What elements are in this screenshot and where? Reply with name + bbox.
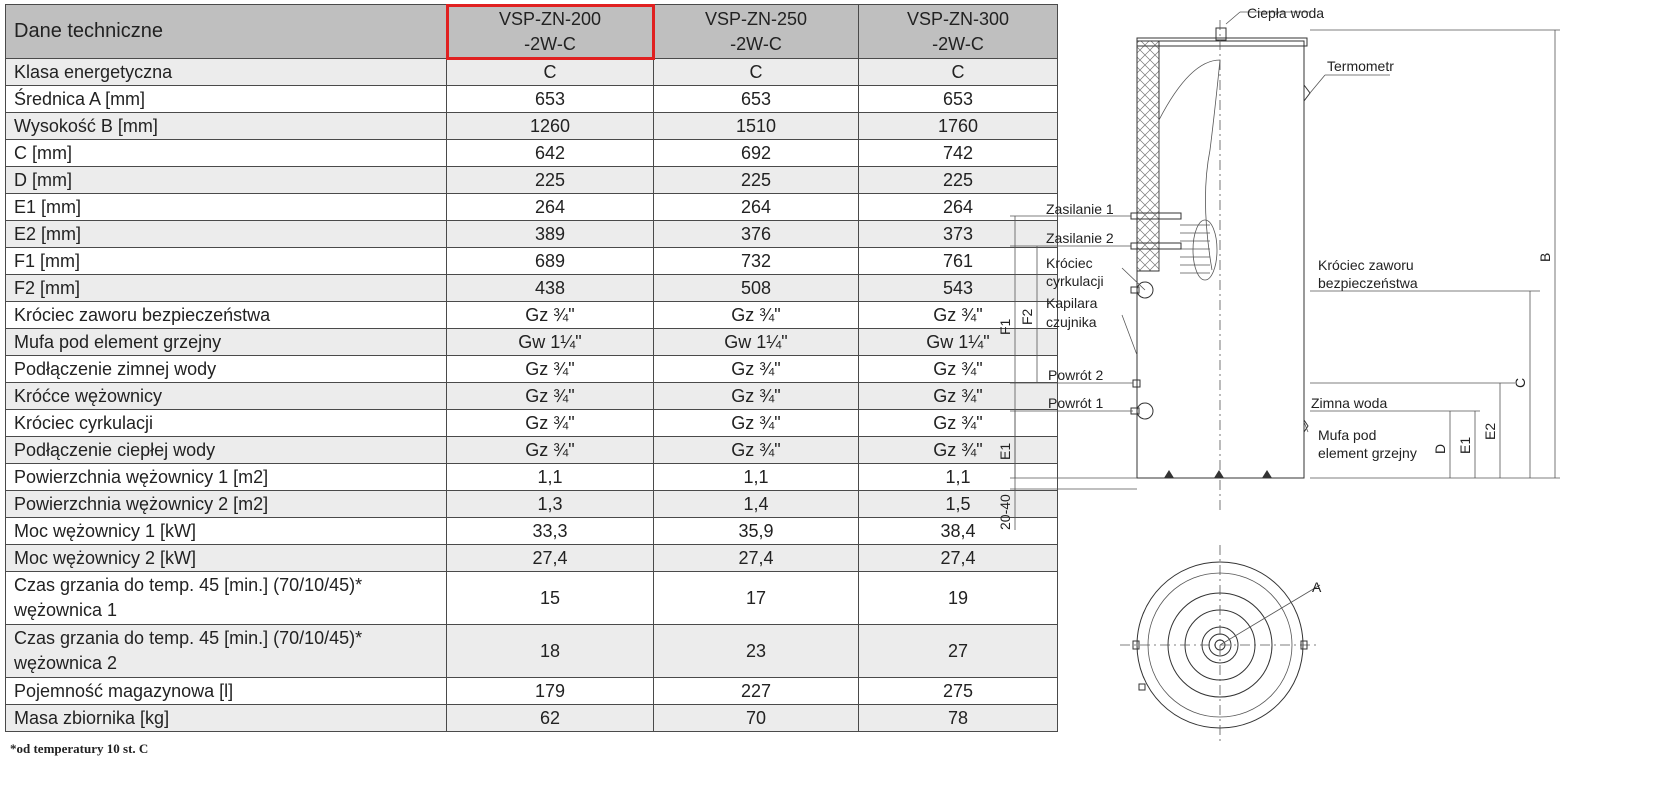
row-label: Podłączenie ciepłej wody [6,437,447,464]
model-header-250 [654,5,859,59]
row-value: Gz ¾" [654,383,859,410]
row-value: 438 [447,275,654,302]
row-value: C [447,59,654,86]
row-value: 653 [447,86,654,113]
table-row [6,572,1058,625]
footnote: *od temperatury 10 st. C [10,741,149,756]
dim-label-b: B [1537,252,1553,262]
row-value: 1510 [654,113,859,140]
row-value: Gz ¾" [447,437,654,464]
model-suffix: -2W-C [932,33,984,54]
row-value: 642 [447,140,654,167]
dim-label-f2: F2 [1019,308,1035,325]
label-mufa-2: element grzejny [1318,445,1417,461]
label-return-1: Powrót 1 [1048,395,1104,411]
model-header-300 [859,5,1058,59]
label-circulation-2: cyrkulacji [1046,273,1104,289]
row-value: Gz ¾" [859,302,1058,329]
row-label: Króciec cyrkulacji [6,410,447,437]
tank-technical-drawing [997,0,1655,787]
label-supply-1: Zasilanie 1 [1046,201,1114,217]
row-value: 1,5 [859,491,1058,518]
row-label: Podłączenie zimnej wody [6,356,447,383]
row-value: 742 [859,140,1058,167]
table-title: Dane techniczne [6,5,447,59]
row-value: 19 [859,572,1058,625]
row-value: Gz ¾" [654,437,859,464]
row-value: 225 [859,167,1058,194]
table-row [6,705,1058,732]
row-label: F2 [mm] [6,275,447,302]
row-value: 62 [447,705,654,732]
row-value: 38,4 [859,518,1058,545]
row-value: Gz ¾" [447,356,654,383]
row-value: Gz ¾" [654,302,859,329]
row-value: 543 [859,275,1058,302]
row-value: 653 [859,86,1058,113]
row-label: Króciec zaworu bezpieczeństwa [6,302,447,329]
row-value: Gz ¾" [447,410,654,437]
table-row [6,221,1058,248]
row-value: 689 [447,248,654,275]
label-return-2: Powrót 2 [1048,367,1104,383]
table-row [6,275,1058,302]
model-header-200 [447,5,654,59]
row-value: 373 [859,221,1058,248]
row-value: 389 [447,221,654,248]
table-row [6,410,1058,437]
row-value: 1,1 [447,464,654,491]
label-valve-2: bezpieczeństwa [1318,275,1418,291]
row-value: 225 [654,167,859,194]
row-value: Gz ¾" [447,383,654,410]
row-label-line: Czas grzania do temp. 45 [min.] (70/10/45)* [14,628,363,648]
row-value: 78 [859,705,1058,732]
row-label: D [mm] [6,167,447,194]
table-header-row [6,5,1058,59]
label-capillary-1: Kapilara [1046,295,1098,311]
row-value: Gz ¾" [859,356,1058,383]
row-label: E1 [mm] [6,194,447,221]
row-value: C [859,59,1058,86]
row-value: Gw 1¼" [654,329,859,356]
table-row [6,464,1058,491]
model-suffix: -2W-C [524,33,576,54]
row-value: 1,4 [654,491,859,518]
table-row [6,383,1058,410]
row-value: 275 [859,678,1058,705]
row-label: Moc wężownicy 1 [kW] [6,518,447,545]
table-row [6,518,1058,545]
row-value: 264 [654,194,859,221]
row-label: C [mm] [6,140,447,167]
row-label: Klasa energetyczna [6,59,447,86]
row-label: E2 [mm] [6,221,447,248]
row-value: Gz ¾" [654,356,859,383]
row-value: Gz ¾" [859,410,1058,437]
model-suffix: -2W-C [730,33,782,54]
row-label: Mufa pod element grzejny [6,329,447,356]
tank-top-view [1120,545,1320,745]
row-value: 35,9 [654,518,859,545]
row-value: 653 [654,86,859,113]
model-name: VSP-ZN-300 [906,8,1010,29]
model-name: VSP-ZN-200 [498,8,602,29]
row-value: 1,1 [654,464,859,491]
tank-side-view [1131,20,1310,510]
dim-label-e1: E1 [1457,436,1473,454]
technical-data-table [5,4,1058,732]
row-value: 692 [654,140,859,167]
row-value: 27 [859,625,1058,678]
row-label: Króćce wężownicy [6,383,447,410]
dim-label-f1: F1 [997,318,1013,335]
dim-label-c: C [1512,377,1528,388]
row-value: 1260 [447,113,654,140]
row-value: Gz ¾" [654,410,859,437]
label-cold-water: Zimna woda [1311,395,1388,411]
row-label: Moc wężownicy 2 [kW] [6,545,447,572]
row-label: Powierzchnia wężownicy 1 [m2] [6,464,447,491]
row-label-line: wężownica 1 [14,600,118,620]
row-value: 1,3 [447,491,654,518]
row-value: Gz ¾" [859,437,1058,464]
table-row [6,86,1058,113]
row-label: Średnica A [mm] [6,86,447,113]
row-value: 376 [654,221,859,248]
row-value: 15 [447,572,654,625]
table-row [6,140,1058,167]
row-value: Gz ¾" [859,383,1058,410]
table-row [6,678,1058,705]
table-row [6,59,1058,86]
row-value: 732 [654,248,859,275]
model-name: VSP-ZN-250 [704,8,808,29]
table-row [6,167,1058,194]
row-label: Pojemność magazynowa [l] [6,678,447,705]
row-value: 27,4 [859,545,1058,572]
row-value: C [654,59,859,86]
row-value: 17 [654,572,859,625]
label-valve-1: Króciec zaworu [1318,257,1414,273]
row-value: 1,1 [859,464,1058,491]
row-value: 18 [447,625,654,678]
row-value: 27,4 [654,545,859,572]
row-value: 227 [654,678,859,705]
dim-label-a: A [1312,579,1322,595]
dim-label-d: D [1432,443,1448,454]
label-mufa-1: Mufa pod [1318,427,1377,443]
table-row [6,302,1058,329]
table-row [6,248,1058,275]
dim-label-e2: E2 [1482,422,1498,440]
table-row [6,113,1058,140]
row-label: Powierzchnia wężownicy 2 [m2] [6,491,447,518]
table-row [6,329,1058,356]
row-label [6,625,447,678]
row-label: F1 [mm] [6,248,447,275]
row-value: Gz ¾" [447,302,654,329]
row-value: 179 [447,678,654,705]
table-row [6,356,1058,383]
row-value: Gw 1¼" [447,329,654,356]
label-hot-water: Ciepła woda [1247,5,1325,21]
table-row [6,437,1058,464]
dim-label-e1-left: E1 [997,442,1013,460]
row-value: 264 [447,194,654,221]
row-label [6,572,447,625]
row-value: 1760 [859,113,1058,140]
table-row [6,491,1058,518]
row-value: 761 [859,248,1058,275]
label-thermometer: Termometr [1327,58,1394,74]
row-value: 23 [654,625,859,678]
row-label: Wysokość B [mm] [6,113,447,140]
row-label-line: wężownica 2 [14,653,118,673]
row-value: 225 [447,167,654,194]
label-circulation-1: Króciec [1046,255,1093,271]
dim-label-20-40: 20-40 [997,494,1013,530]
row-value: Gw 1¼" [859,329,1058,356]
label-supply-2: Zasilanie 2 [1046,230,1114,246]
row-value: 27,4 [447,545,654,572]
row-value: 70 [654,705,859,732]
row-label-line: Czas grzania do temp. 45 [min.] (70/10/45)* [14,575,363,595]
table-row [6,625,1058,678]
table-row [6,545,1058,572]
row-value: 264 [859,194,1058,221]
row-label: Masa zbiornika [kg] [6,705,447,732]
row-value: 33,3 [447,518,654,545]
row-value: 508 [654,275,859,302]
table-row [6,194,1058,221]
label-capillary-2: czujnika [1046,314,1097,330]
